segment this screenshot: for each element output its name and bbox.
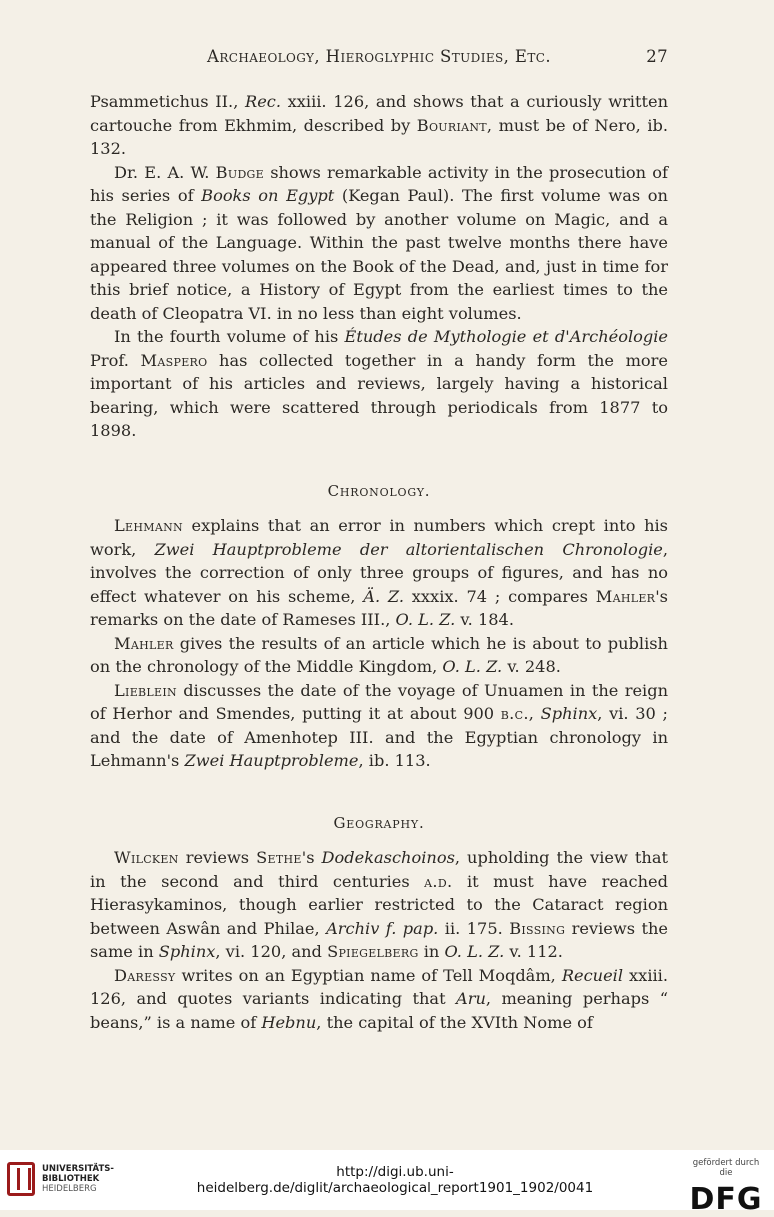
dfg-tagline: gefördert durch die (692, 1158, 760, 1178)
section-heading: Chronology. (327, 481, 431, 500)
library-line: UNIVERSITÄTS- (42, 1164, 114, 1174)
small-caps-name: Bouriant (416, 115, 487, 135)
section-heading: Geography. (333, 813, 425, 832)
library-name (42, 1164, 114, 1194)
italic-text: Aru (456, 989, 486, 1008)
text-run: 's remarks on the date of Rameses III., (90, 586, 668, 629)
italic-text: O. L. Z. (444, 942, 505, 961)
dfg-block (686, 1158, 766, 1217)
text-run: it must have reached Hierasykaminos, though earlier restricted to the Cataract region between Aswân and Philae, (90, 871, 668, 938)
paragraph (90, 679, 668, 773)
italic-text: Sphinx (540, 704, 598, 723)
page-number: 27 (646, 47, 668, 66)
intro-paragraphs (90, 90, 668, 443)
text-run: (Kegan Paul). The first volume was on the Religion ; it was followed by another volume on Magic, and a manual of the Language. Within the past twelve months there have appeared three volumes on the Book of the Dead, and, just in time for this brief notice, a History of Egypt from the earliest times to the death of Cleopatra VI. in no less than eight volumes. (90, 186, 668, 323)
text-run: , ib. 113. (358, 751, 431, 770)
source-url[interactable]: http://digi.ub.uni-heidelberg.de/diglit/archaeological_report1901_1902/0041 (196, 1164, 594, 1196)
italic-text: Études de Mythologie et d'Archéologie (344, 327, 668, 346)
text-run: xxiii. 126, and shows that a curiously written cartouche from Ekhmim, described by (90, 92, 668, 135)
small-caps-name: Mahler (114, 633, 174, 653)
body-text (90, 90, 668, 1034)
small-caps-name: Lieblein (114, 680, 177, 700)
small-caps-name: Daressy (114, 965, 176, 985)
paragraph (90, 632, 668, 679)
text-run: xxiii. 126, and quotes variants indicating that (90, 965, 668, 1008)
text-run: has collected together in a handy form the more important of his articles and reviews, largely having a historical bearing, which were scattered through periodicals from 1877 to 1898. (90, 350, 668, 440)
small-caps-name: a.d. (424, 871, 453, 891)
text-run: in (418, 942, 445, 961)
paragraph (90, 90, 668, 161)
library-logo-icon (7, 1162, 35, 1196)
footer-bar (0, 1150, 774, 1217)
text-run: v. 112. (504, 942, 563, 961)
text-run: discusses the date of the voyage of Unuamen in the reign of Herhor and Smendes, putting it at about 900 (90, 680, 668, 723)
text-run: v. 248. (502, 657, 561, 676)
text-run: , the capital of the XVIth Nome of (316, 1012, 593, 1032)
paragraph (90, 514, 668, 632)
running-head-title: Archaeology, Hieroglyphic Studies, Etc. (207, 47, 551, 66)
italic-text: Zwei Hauptprobleme der altorientalischen Chronologie (154, 539, 663, 559)
small-caps-name: Sethe (256, 848, 302, 867)
text-run: , vi. 30 ; and the date of Amenhotep III. and the Egyptian chronology in Lehmann's (90, 704, 668, 770)
text-run: explains that an error in numbers which crept into his work, (90, 516, 668, 559)
italic-text: Recueil (561, 965, 624, 985)
text-run: , must be of Nero, ib. 132. (90, 115, 669, 158)
small-caps-name: Mahler (595, 586, 656, 606)
text-run: , meaning perhaps “ beans,” is a name of (90, 989, 668, 1032)
text-run: gives the results of an article which he is about to publish on the chronology of the Middle Kingdom, (90, 633, 668, 676)
text-run: xxxix. 74 ; compares (404, 586, 596, 606)
paragraph (90, 161, 668, 326)
italic-text: Dodekaschoinos (321, 848, 455, 867)
italic-text: Books on Egypt (201, 186, 335, 205)
text-run: In the fourth volume of his (114, 327, 345, 346)
italic-text: O. L. Z. (395, 610, 456, 629)
running-head (90, 47, 668, 66)
italic-text: Zwei Hauptprobleme (184, 751, 359, 770)
small-caps-name: Wilcken (114, 848, 179, 867)
small-caps-name: Budge (215, 162, 264, 182)
small-caps-name: Spiegelberg (327, 942, 419, 961)
italic-text: Archiv f. pap. (326, 918, 439, 938)
text-run: , (528, 704, 541, 723)
text-run: reviews (178, 848, 257, 867)
italic-text: Rec. (245, 92, 281, 111)
text-run: v. 184. (455, 610, 514, 629)
paragraph (90, 846, 668, 964)
small-caps-name: b.c. (500, 704, 529, 723)
italic-text: Hebnu (261, 1012, 317, 1032)
text-run: , upholding the view that in the second and third centuries (90, 848, 668, 891)
small-caps-name: Bissing (509, 918, 566, 938)
text-run: Psammetichus II., (90, 92, 245, 111)
text-run: shows remarkable activity in the prosecution of his series of (90, 162, 669, 205)
text-run: , involves the correction of only three groups of figures, and has no effect whatever on his scheme, (90, 539, 668, 606)
italic-text: O. L. Z. (442, 657, 503, 676)
text-run: ii. 175. (438, 918, 510, 938)
italic-text: Sphinx (158, 942, 216, 961)
paragraph (90, 964, 668, 1035)
text-run: Prof. (90, 350, 141, 370)
library-line: BIBLIOTHEK (42, 1174, 100, 1184)
dfg-logo-icon: DFG (689, 1182, 763, 1217)
text-run: 's (301, 848, 322, 867)
text-run: reviews the same in (90, 918, 668, 961)
italic-text: Ä. Z. (363, 586, 404, 606)
small-caps-name: Lehmann (114, 516, 183, 535)
text-run: writes on an Egyptian name of Tell Moqdâm, (175, 965, 562, 985)
text-run: Dr. E. A. W. (114, 162, 216, 182)
library-line: HEIDELBERG (42, 1184, 97, 1194)
sections (90, 480, 668, 1035)
text-run: , vi. 120, and (215, 942, 328, 961)
paragraph (90, 325, 668, 443)
small-caps-name: Maspero (140, 350, 208, 370)
